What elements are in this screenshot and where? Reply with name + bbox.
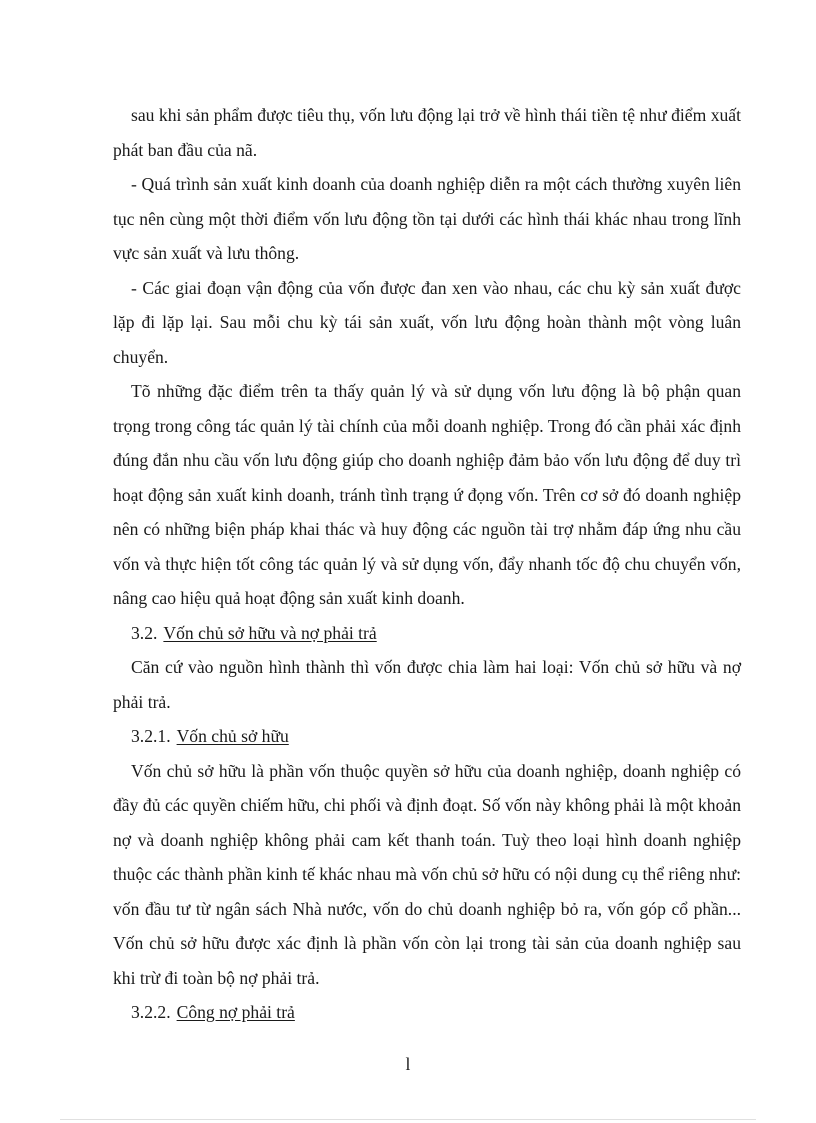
paragraph-section-3-2-1-body: Vốn chủ sở hữu là phần vốn thuộc quyền sở hữu của doanh nghiệp, doanh nghiệp có đầy đủ các quyền chiếm hữu, chi phối và định đoạt. Số vốn này không phải là một khoản nợ và doanh nghiệp không phải cam kết thanh toán. Tuỳ theo loại hình doanh nghiệp thuộc các thành phần kinh tế khác nhau mà vốn chủ sở hữu có nội dung cụ thể riêng như: vốn đầu tư từ ngân sách Nhà nước, vốn do chủ doanh nghiệp bỏ ra, vốn góp cổ phần... Vốn chủ sở hữu được xác định là phần vốn còn lại trong tài sản của doanh nghiệp sau khi trừ đi toàn bộ nợ phải trả. — [113, 760, 741, 988]
section-title-3-2-2: Công nợ phải trả — [176, 1002, 295, 1022]
paragraph-section-3-2-intro: Căn cứ vào nguồn hình thành thì vốn được chia làm hai loại: Vốn chủ sở hữu và nợ phải trả. — [113, 657, 741, 712]
section-title-3-2-1: Vốn chủ sở hữu — [176, 726, 289, 746]
section-heading-3-2 — [113, 616, 741, 651]
paragraph-bullet-stages: - Các giai đoạn vận động của vốn được đan xen vào nhau, các chu kỳ sản xuất được lặp đi lặp lại. Sau mỗi chu kỳ tái sản xuất, vốn lưu động hoàn thành một vòng luân chuyển. — [113, 277, 741, 367]
page-bottom-edge — [60, 1119, 756, 1120]
paragraph-bullet-process: - Quá trình sản xuất kinh doanh của doanh nghiệp diễn ra một cách thường xuyên liên tục nên cùng một thời điểm vốn lưu động tồn tại dưới các hình thái khác nhau trong lĩnh vực sản xuất và lưu thông. — [113, 174, 741, 263]
section-title-3-2: Vốn chủ sở hữu và nợ phải trả — [163, 622, 377, 643]
section-number-3-2: 3.2. — [131, 622, 158, 643]
page-number: l — [405, 1054, 411, 1074]
page-body — [113, 98, 741, 1030]
section-heading-3-2-1 — [113, 719, 741, 754]
section-heading-3-2-2 — [113, 995, 741, 1030]
section-number-3-2-1: 3.2.1. — [131, 726, 171, 746]
paragraph-continuation: sau khi sản phẩm được tiêu thụ, vốn lưu động lại trở về hình thái tiền tệ như điểm xuất phát ban đầu của nã. — [113, 105, 741, 160]
section-number-3-2-2: 3.2.2. — [131, 1002, 171, 1022]
paragraph-conclusion: Tõ những đặc điểm trên ta thấy quản lý và sử dụng vốn lưu động là bộ phận quan trọng trong công tác quản lý tài chính của mỗi doanh nghiệp. Trong đó cần phải xác định đúng đắn nhu cầu vốn lưu động giúp cho doanh nghiệp đảm bảo vốn lưu động để duy trì hoạt động sản xuất kinh doanh, tránh tình trạng ứ đọng vốn. Trên cơ sở đó doanh nghiệp nên có những biện pháp khai thác và huy động các nguồn tài trợ nhằm đáp ứng nhu cầu vốn và thực hiện tốt công tác quản lý và sử dụng vốn, đẩy nhanh tốc độ chu chuyển vốn, nâng cao hiệu quả hoạt động sản xuất kinh doanh. — [113, 381, 741, 608]
